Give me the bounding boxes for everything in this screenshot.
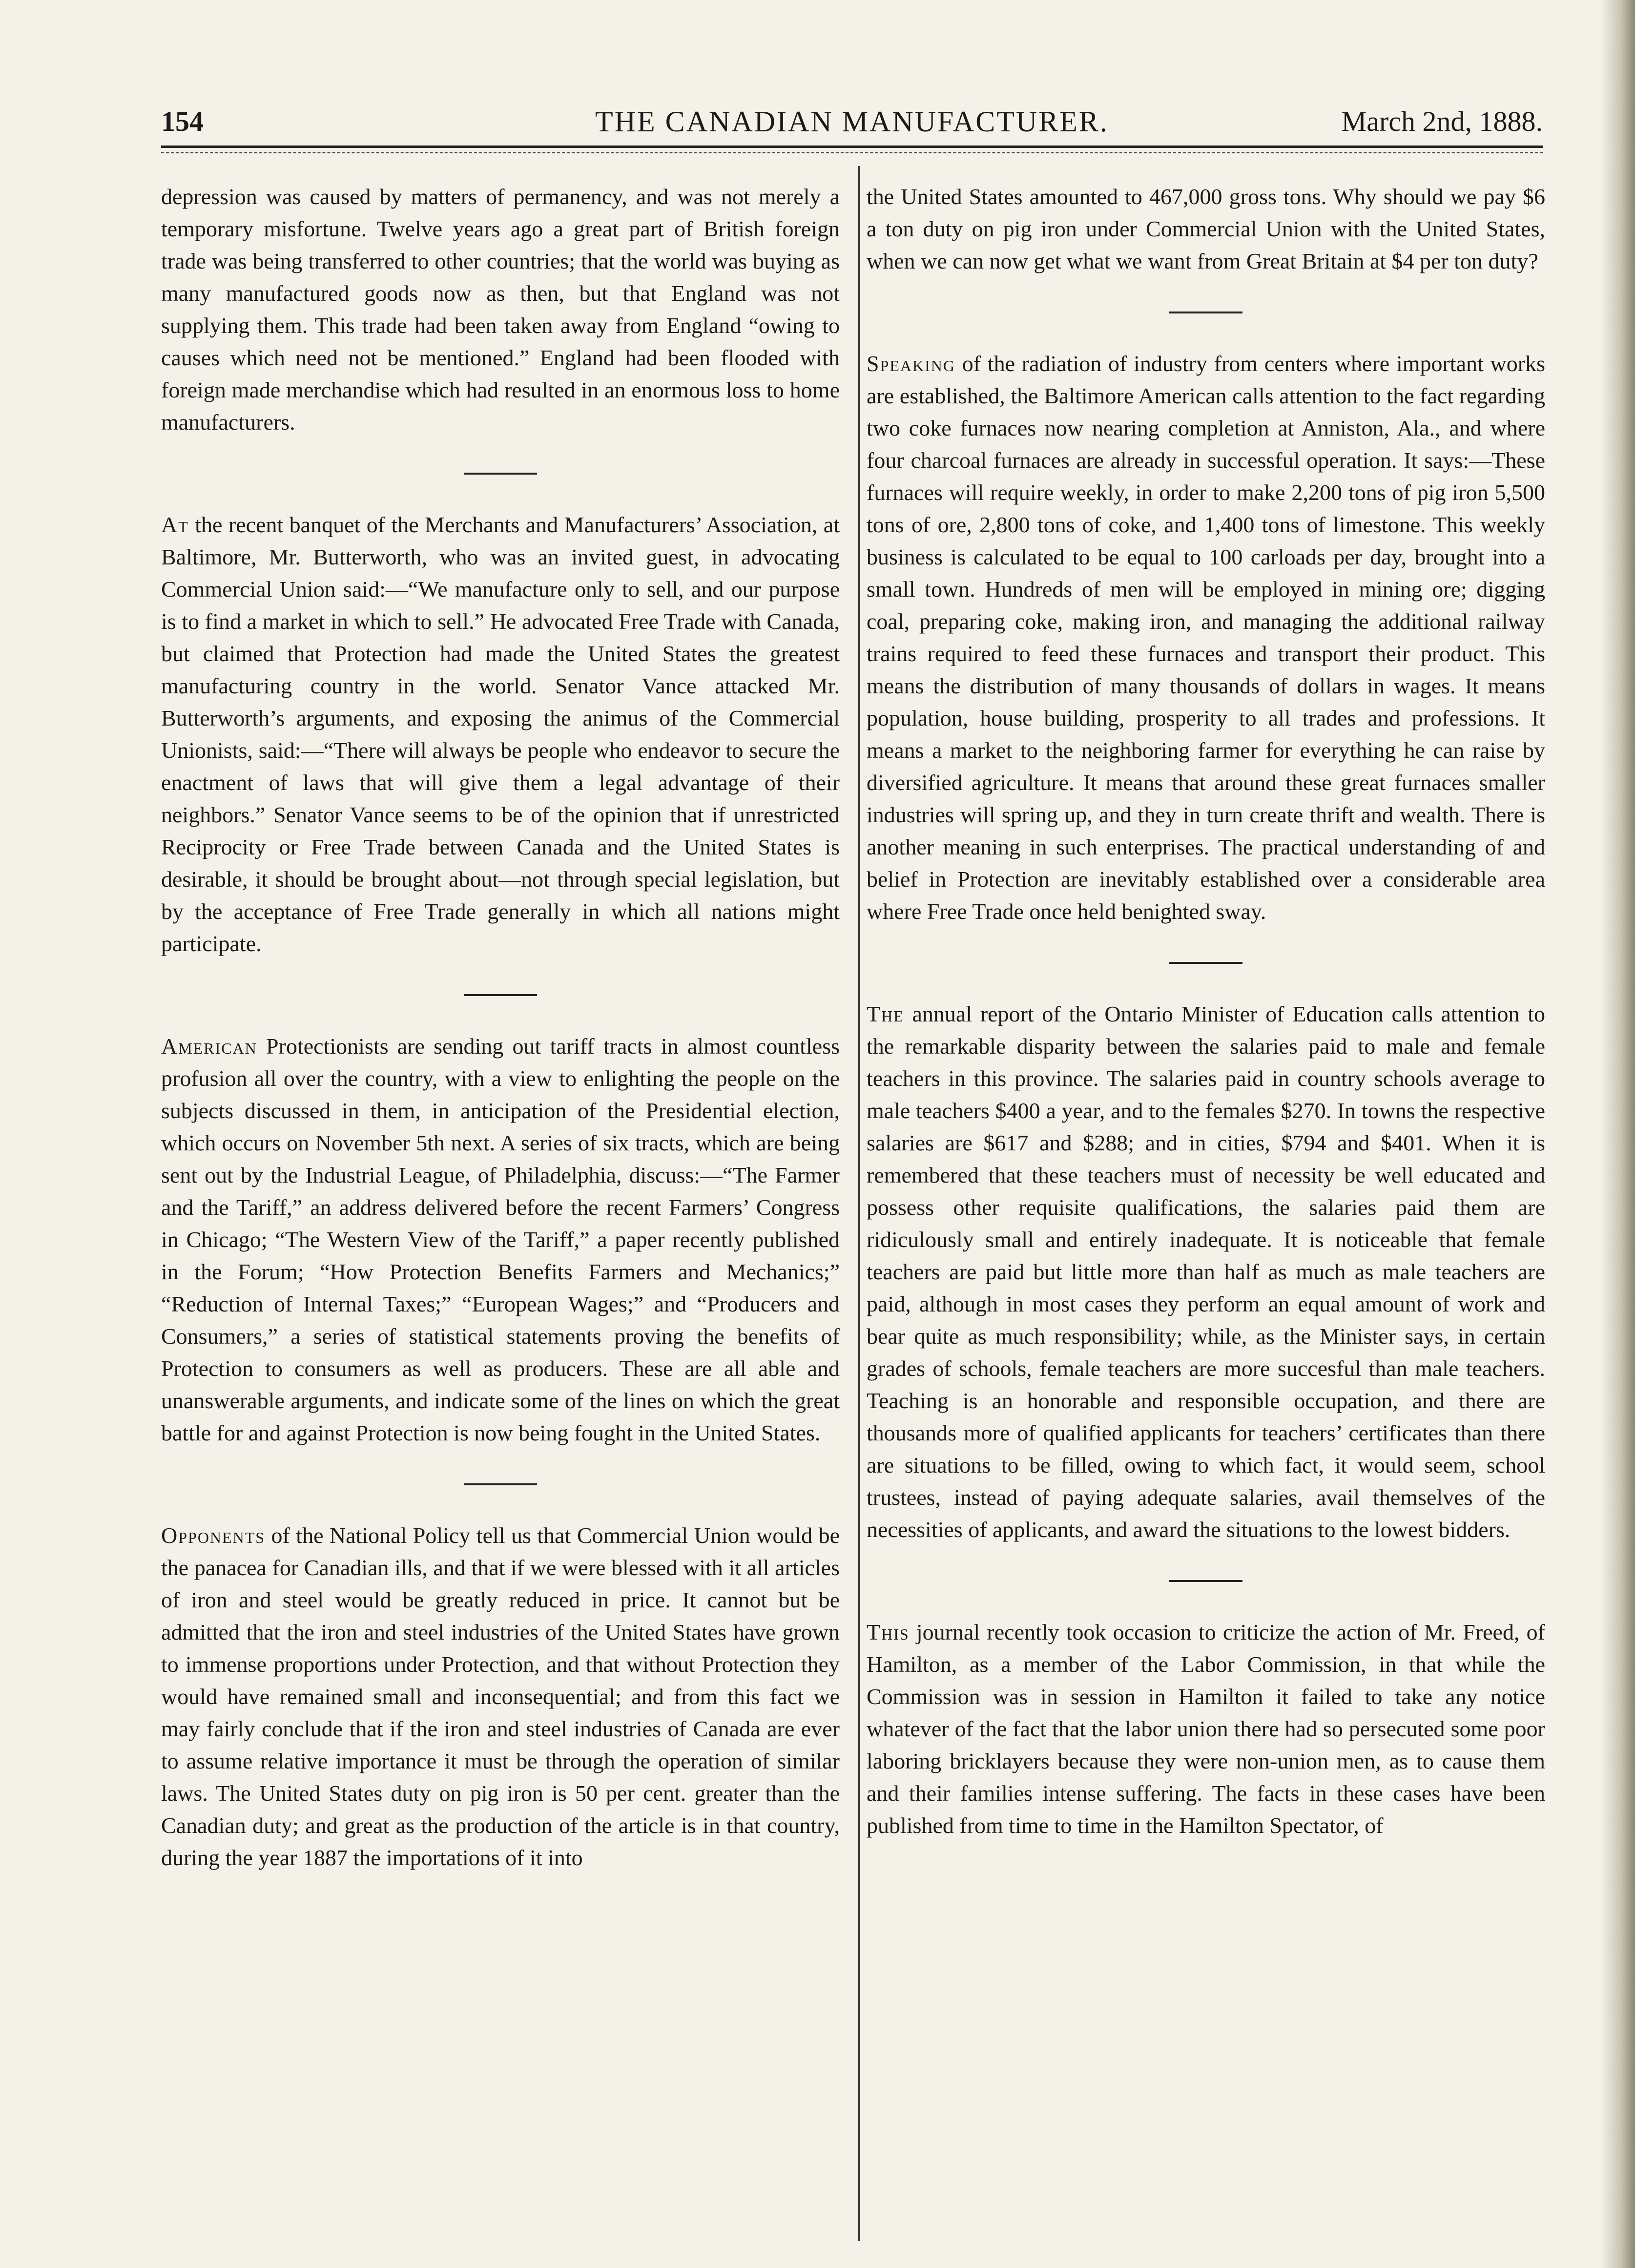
article-paragraph: the United States amounted to 467,000 gross tons. Why should we pay $6 a ton duty on pig iron under Commercial Union with the United States, when we can now get what we want from Great Britain at $4 per ton duty? (867, 184, 1545, 273)
publication-title: THE CANADIAN MANUFACTURER. (595, 105, 1109, 138)
article-paragraph: Opponents of the National Policy tell us that Commercial Union would be the panacea for Canadian ills, and that if we were blessed with it all articles of iron and steel would be greatly reduced in price. It cannot but be admitted that the iron and steel industries of the United States have grown to immense proportions under Protection, and that without Protection they would have remained small and inconsequential; and from this fact we may fairly conclude that if the iron and steel industries of Canada are ever to assume relative importance it must be through the operation of similar laws. The United States duty on pig iron is 50 per cent. greater than the Canadian duty; and great as the production of the article is in that country, during the year 1887 the importations of it into (161, 1523, 840, 1870)
issue-date: March 2nd, 1888. (1341, 105, 1543, 137)
header-rule-dashed (161, 152, 1543, 153)
page-number: 154 (161, 105, 204, 137)
article-paragraph: At the recent banquet of the Merchants and Manufacturers’ Association, at Baltimore, Mr. Butterworth, who was an invited guest, in advocating Commercial Union said:—“We manufacture only to sell, and our purpose is to find a market in which to sell.” He advocated Free Trade with Canada, but claimed that Protection had made the United States the greatest manufacturing country in the world. Senator Vance attacked Mr. Butterworth’s arguments, and exposing the animus of the Commercial Unionists, said:—“There will always be people who endeavor to secure the enactment of laws that will give them a legal advantage of their neighbors.” Senator Vance seems to be of the opinion that if unrestricted Reciprocity or Free Trade between Canada and the United States is desirable, it should be brought about—not through special legislation, but by the acceptance of Free Trade generally in which all nations might participate. (161, 512, 840, 956)
right-column (867, 181, 1545, 1842)
article-separator (1169, 312, 1242, 313)
article-separator (1169, 962, 1242, 964)
article-separator (464, 994, 537, 996)
article-separator (464, 1483, 537, 1485)
column-divider (858, 166, 860, 2241)
article-separator (464, 473, 537, 475)
article-paragraph: Speaking of the radiation of industry from centers where important works are established, the Baltimore American calls attention to the fact regarding two coke furnaces now nearing completion at Anniston, Ala., and where four charcoal furnaces are already in successful operation. It says:—These furnaces will require weekly, in order to make 2,200 tons of pig iron 5,500 tons of ore, 2,800 tons of coke, and 1,400 tons of limestone. This weekly business is calculated to be equal to 100 carloads per day, brought into a small town. Hundreds of men will be employed in mining ore; digging coal, preparing coke, making iron, and managing the additional railway trains required to feed these furnaces and transport their product. This means the distribution of many thousands of dollars in wages. It means population, house building, prosperity to all trades and professions. It means a market to the neighboring farmer for everything he can raise by diversified agriculture. It means that around these great furnaces smaller industries will spring up, and they in turn create thrift and wealth. There is another meaning in such enterprises. The practical understanding of and belief in Protection are inevitably established over a considerable area where Free Trade once held benighted sway. (867, 351, 1545, 924)
page-edge-stain (1601, 0, 1635, 2268)
article-separator (1169, 1580, 1242, 1582)
article-paragraph: American Protectionists are sending out tariff tracts in almost countless profusion all over the country, with a view to enlighting the people on the subjects discussed in them, in anticipation of the Presidential election, which occurs on November 5th next. A series of six tracts, which are being sent out by the Industrial League, of Philadelphia, discuss:—“The Farmer and the Tariff,” an address delivered before the recent Farmers’ Congress in Chicago; “The Western View of the Tariff,” a paper recently published in the Forum; “How Protection Benefits Farmers and Mechanics;” “Reduction of Internal Taxes;” “European Wages;” and “Producers and Consumers,” a series of statistical statements proving the benefits of Protection to consumers as well as producers. These are all able and unanswerable arguments, and indicate some of the lines on which the great battle for and against Protection is now being fought in the United States. (161, 1034, 840, 1445)
page-header (161, 105, 1543, 144)
header-rule (161, 146, 1543, 148)
article-paragraph: This journal recently took occasion to criticize the action of Mr. Freed, of Hamilton, as a member of the Labor Commission, in that while the Commission was in session in Hamilton it failed to take any notice whatever of the fact that the labor union there had so persecuted some poor laboring bricklayers because they were non-union men, as to cause them and their families intense suffering. The facts in these cases have been published from time to time in the Hamilton Spectator, of (867, 1620, 1545, 1838)
article-paragraph: depression was caused by matters of permanency, and was not merely a temporary misfortune. Twelve years ago a great part of British foreign trade was being transferred to other countries; that the world was buying as many manufactured goods now as then, but that England was not supplying them. This trade had been taken away from England “owing to causes which need not be mentioned.” England had been flooded with foreign made merchandise which had resulted in an enormous loss to home manufacturers. (161, 184, 840, 435)
article-paragraph: The annual report of the Ontario Minister of Education calls attention to the remarkable disparity between the salaries paid to male and female teachers in this province. The salaries paid in country schools average to male teachers $400 a year, and to the females $270. In towns the respective salaries are $617 and $288; and in cities, $794 and $401. When it is remembered that these teachers must of necessity be well educated and possess other requisite qualifications, the salaries paid them are ridiculously small and entirely inadequate. It is noticeable that female teachers are paid but little more than half as much as male teachers are paid, although in most cases they perform an equal amount of work and bear quite as much responsibility; while, as the Minister says, in certain grades of schools, female teachers are more succesful than male teachers. Teaching is an honorable and responsible occupation, and there are thousands more of qualified applicants for teachers’ certificates than there are situations to be filled, owing to which fact, it would seem, school trustees, instead of paying adequate salaries, avail themselves of the necessities of applicants, and award the situations to the lowest bidders. (867, 1001, 1545, 1542)
left-column (161, 181, 840, 1874)
